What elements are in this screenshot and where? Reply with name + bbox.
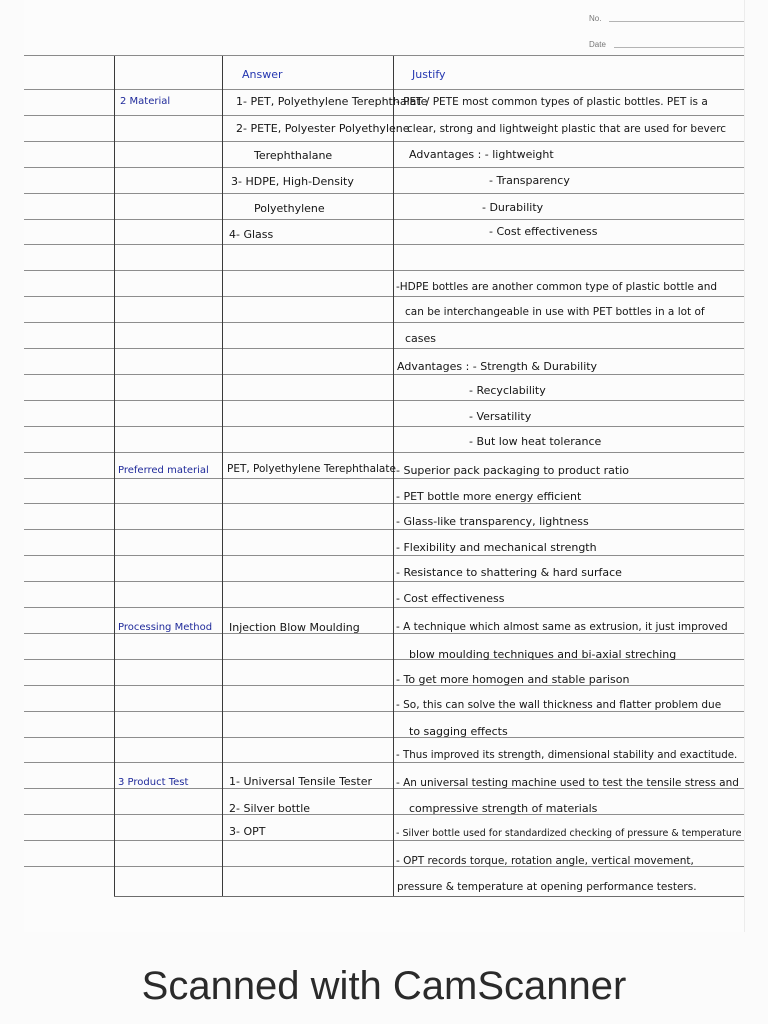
justify-line: compressive strength of materials xyxy=(409,802,598,815)
justify-line: - So, this can solve the wall thickness and flatter problem due xyxy=(396,699,722,711)
ruled-line xyxy=(24,426,744,427)
ruled-line xyxy=(24,115,744,116)
date-label: Date xyxy=(589,40,606,49)
justify-line: - Durability xyxy=(482,201,544,214)
ruled-line xyxy=(24,503,744,504)
no-label: No. xyxy=(589,14,602,23)
justify-line: cases xyxy=(405,332,437,345)
justify-line: Advantages : - Strength & Durability xyxy=(397,360,598,373)
justify-line: - PET bottle more energy efficient xyxy=(396,490,582,503)
justify-line: blow moulding techniques and bi-axial streching xyxy=(409,648,677,661)
justify-line: - Superior pack packaging to product ratio xyxy=(396,464,630,477)
ruled-line xyxy=(24,840,744,841)
ruled-line xyxy=(24,529,744,530)
justify-line: - Glass-like transparency, lightness xyxy=(396,515,589,528)
answer-line: 2- Silver bottle xyxy=(229,802,311,815)
ruled-line xyxy=(24,167,744,168)
ruled-line xyxy=(24,89,744,90)
ruled-line xyxy=(24,737,744,738)
no-line xyxy=(609,21,744,22)
label-column-divider xyxy=(114,56,115,896)
justify-line: - OPT records torque, rotation angle, vertical movement, xyxy=(396,855,694,867)
justify-line: - A technique which almost same as extrusion, it just improved xyxy=(396,621,728,633)
justify-line: clear, strong and lightweight plastic that are used for beverc xyxy=(407,123,727,135)
ruled-line xyxy=(24,478,744,479)
section-label-preferred-material: Preferred material xyxy=(118,465,209,476)
justify-line: -HDPE bottles are another common type of plastic bottle and xyxy=(396,281,718,293)
answer-line: 1- PET, Polyethylene Terephthalate xyxy=(236,95,428,108)
camscanner-watermark: Scanned with CamScanner xyxy=(141,964,627,1008)
ruled-line xyxy=(24,270,744,271)
ruled-line xyxy=(24,633,744,634)
ruled-line xyxy=(24,193,744,194)
justify-line: - Thus improved its strength, dimensional stability and exactitude. xyxy=(396,749,738,761)
ruled-line xyxy=(24,141,744,142)
justify-line: to sagging effects xyxy=(409,725,508,738)
justify-line: can be interchangeable in use with PET bottles in a lot of xyxy=(405,306,705,318)
answer-line: Terephthalane xyxy=(254,149,333,162)
justify-line: - Transparency xyxy=(489,174,570,187)
answer-column-header: Answer xyxy=(242,68,283,81)
ruled-line xyxy=(24,322,744,323)
ruled-line xyxy=(24,219,744,220)
justify-line: - To get more homogen and stable parison xyxy=(396,673,630,686)
justify-column-header: Justify xyxy=(412,68,446,81)
justify-column-divider xyxy=(393,56,394,896)
answer-line: PET, Polyethylene Terephthalate xyxy=(227,463,396,475)
answer-line: 3- HDPE, High-Density xyxy=(231,175,354,188)
answer-line: 4- Glass xyxy=(229,228,274,241)
justify-line: - PET / PETE most common types of plastic bottles. PET is a xyxy=(396,96,708,108)
ruled-line xyxy=(24,244,744,245)
ruled-line xyxy=(24,400,744,401)
ruled-line xyxy=(24,685,744,686)
answer-line: 3- OPT xyxy=(229,825,266,838)
answer-line: 1- Universal Tensile Tester xyxy=(229,775,373,788)
section-label-processing-method: Processing Method xyxy=(118,622,213,633)
justify-line: pressure & temperature at opening performance testers. xyxy=(397,881,697,893)
answer-column-divider xyxy=(222,56,223,896)
justify-line: - Versatility xyxy=(469,410,532,423)
justify-line: - Cost effectiveness xyxy=(489,225,598,238)
date-line xyxy=(614,47,744,48)
answer-line: Polyethylene xyxy=(254,202,325,215)
ruled-line xyxy=(24,452,744,453)
justify-line: - Flexibility and mechanical strength xyxy=(396,541,597,554)
ruled-line xyxy=(24,607,744,608)
ruled-line xyxy=(24,762,744,763)
justify-line: - But low heat tolerance xyxy=(469,435,602,448)
ruled-line xyxy=(24,348,744,349)
justify-line: Advantages : - lightweight xyxy=(409,148,554,161)
section-label-product-test: 3 Product Test xyxy=(118,777,189,788)
justify-line: - Cost effectiveness xyxy=(396,592,505,605)
header-rule xyxy=(24,55,744,56)
answer-line: 2- PETE, Polyester Polyethylene xyxy=(236,122,410,135)
ruled-line xyxy=(24,374,744,375)
ruled-line xyxy=(24,711,744,712)
ruled-line xyxy=(24,296,744,297)
ruled-line xyxy=(24,555,744,556)
justify-line: - Recyclability xyxy=(469,384,546,397)
justify-line: - An universal testing machine used to test the tensile stress and xyxy=(396,777,739,789)
justify-line: - Silver bottle used for standardized checking of pressure & temperature xyxy=(396,828,742,839)
ruled-line xyxy=(24,581,744,582)
answer-line: Injection Blow Moulding xyxy=(229,621,360,634)
ruled-line xyxy=(24,814,744,815)
justify-line: - Resistance to shattering & hard surface xyxy=(396,566,622,579)
section-label-material: 2 Material xyxy=(120,96,171,107)
notebook-sheet xyxy=(24,0,745,932)
table-bottom-rule xyxy=(114,896,744,897)
